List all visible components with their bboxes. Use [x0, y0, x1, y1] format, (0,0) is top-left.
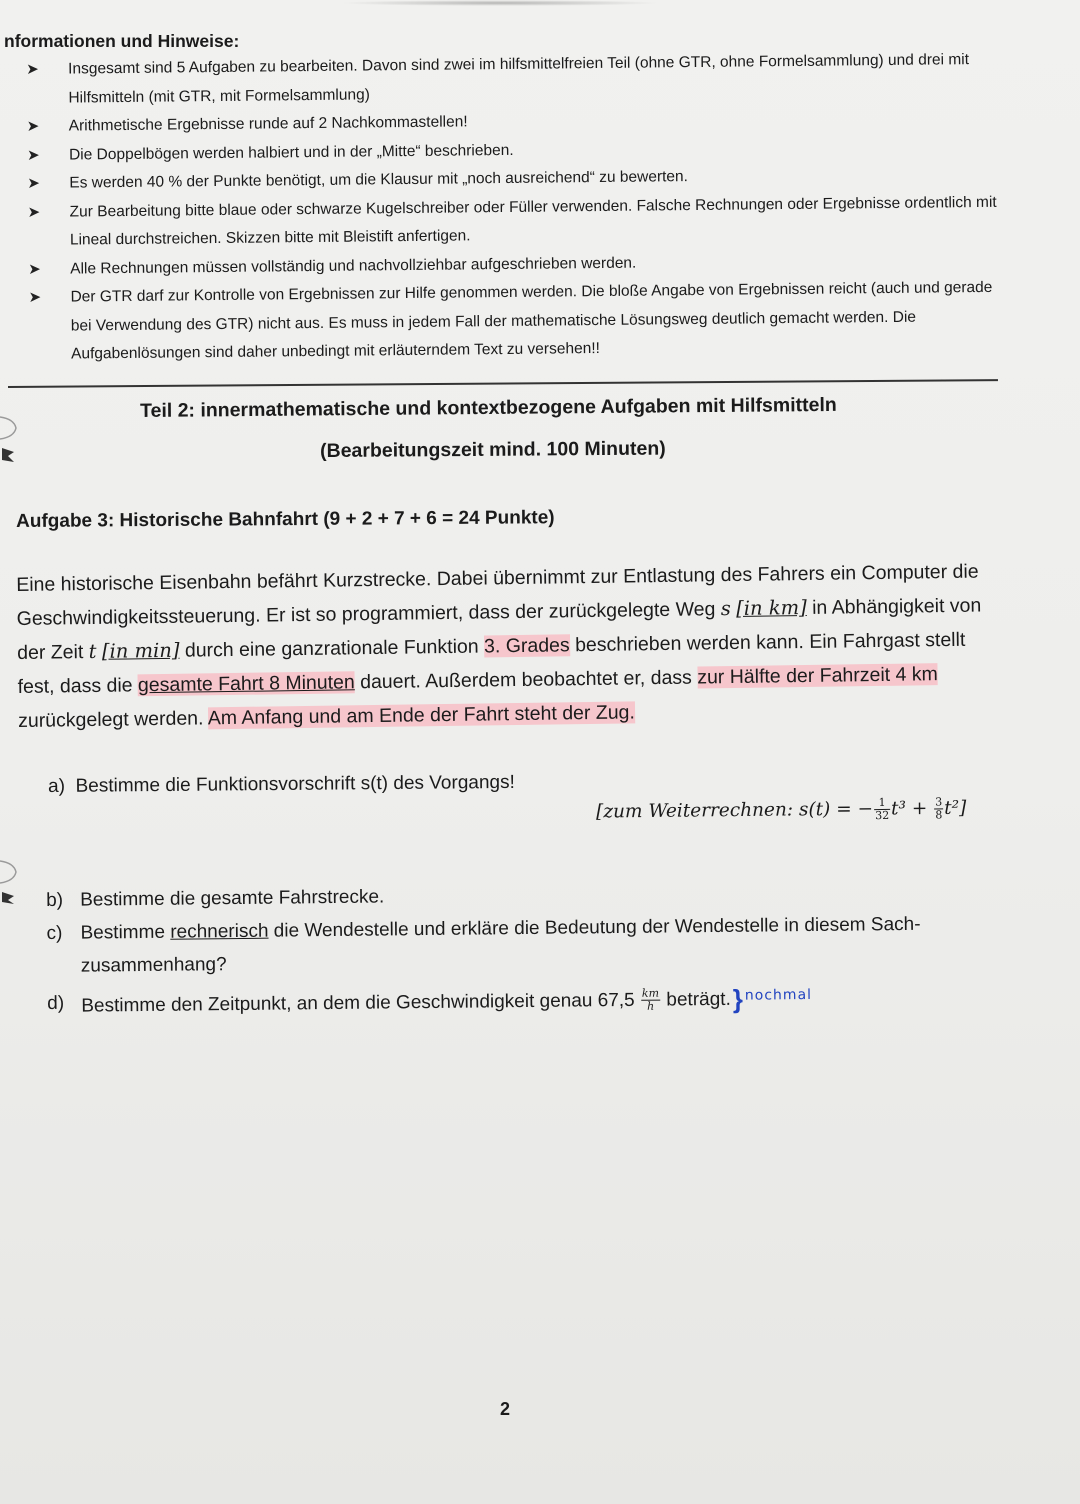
- info-bullet: ➤ Es werden 40 % der Punkte benötigt, um die Klausur mit „noch ausreichend“ zu bewerten.: [27, 160, 997, 199]
- hint-formula: [zum Weiterrechnen: s(t) = − $\frac{1}{32}$ t³ + $\frac{3}{8}$ t²]: [596, 795, 967, 823]
- punch-hole-icon: [0, 413, 18, 443]
- arrowhead-icon: ➤: [26, 146, 40, 164]
- handwritten-brace-icon: }: [732, 983, 744, 1014]
- arrowhead-icon: ➤: [26, 117, 40, 135]
- scan-artifact: [340, 0, 660, 6]
- fraction: $\frac{1}{32}$: [875, 795, 890, 823]
- part-title: Teil 2: innermathematische und kontextbezogene Aufgaben mit Hilfsmitteln: [140, 393, 837, 422]
- arrowhead-icon: ➤: [26, 60, 39, 78]
- subtask-c: c) Bestimme rechnerisch die Wendestelle und erkläre die Bedeutung der Wendestelle in diesem Sachzusammenhang?: [46, 913, 921, 977]
- task-heading: Aufgabe 3: Historische Bahnfahrt (9 + 2 + 7 + 6 = 24 Punkte): [16, 507, 555, 532]
- arrowhead-icon: ➤: [27, 203, 41, 221]
- subtask-b: b) Bestimme die gesamte Fahrstrecke.: [46, 886, 385, 911]
- info-bullet: ➤ Insgesamt sind 5 Aufgaben zu bearbeiten. Davon sind zwei im hilfsmittelfreien Teil (ohne GTR, ohne Formelsammlung) und drei mit Hilfsmitteln (mit GTR, mit Formelsammlung): [26, 51, 970, 107]
- subtask-a: a) Bestimme die Funktionsvorschrift s(t) des Vorgangs!: [48, 771, 515, 797]
- handwritten-note: nochmal: [744, 986, 813, 1004]
- arrowhead-icon: ➤: [28, 288, 42, 306]
- highlight: gesamte Fahrt 8 Minuten: [137, 671, 355, 697]
- section-divider: [8, 379, 998, 388]
- highlight: 3. Grades: [483, 634, 570, 658]
- page-number: 2: [500, 1399, 511, 1419]
- staple-mark-icon: [0, 442, 18, 472]
- punch-hole-icon: [0, 857, 18, 887]
- subtask-list: [46, 874, 1007, 1023]
- info-bullet: ➤ Der GTR darf zur Kontrolle von Ergebnissen zur Hilfe genommen werden. Die bloße Angabe von Ergebnissen reicht (auch und gerade bei Verwendung des GTR) nicht aus. Es muss in jedem Fall der mathematische Lösungsweg deutlich gemacht werden. Die Aufgabenlösungen sind daher unbedingt mit erläuterndem Text zu versehen!!: [28, 278, 993, 363]
- info-bullet: ➤ Alle Rechnungen müssen vollständig und nachvollziehbar aufgeschrieben werden.: [28, 245, 998, 284]
- info-bullet: ➤ Die Doppelbögen werden halbiert und in der „Mitte“ beschrieben.: [27, 131, 997, 170]
- part-time: (Bearbeitungszeit mind. 100 Minuten): [320, 437, 666, 462]
- subtask-d: d) Bestimme den Zeitpunkt, an dem die Geschwindigkeit genau 67,5 $\frac{km}{h}$ beträgt.} $^{nochmal}$: [47, 983, 813, 1017]
- info-bullet: ➤ Arithmetische Ergebnisse runde auf 2 Nachkommastellen!: [27, 103, 997, 142]
- info-bullet-list: [26, 46, 999, 370]
- arrowhead-icon: ➤: [28, 260, 41, 278]
- task-intro: Eine historische Eisenbahn befährt Kurzstrecke. Dabei übernimmt zur Entlastung des Fahrers ein Computer die Geschwindigkeitssteuerung. Er ist so programmiert, dass der zurückgelegte Weg s [in km] in Abhängigkeit von der Zeit t [in min] durch eine ganzrationale Funktion 3. Grades beschrieben werden kann. Ein Fahrgast stellt fest, dass die gesamte Fahrt 8 Minuten dauert. Außerdem beobachtet er, dass zur Hälfte der Fahrzeit 4 km zurückgelegt werden. Am Anfang und am Ende der Fahrt steht der Zug.: [16, 560, 982, 732]
- highlight: zur Hälfte der Fahrzeit 4 km: [697, 663, 938, 689]
- staple-mark-icon: [0, 884, 18, 914]
- info-heading: nformationen und Hinweise:: [4, 31, 240, 51]
- fraction: $\frac{3}{8}$: [935, 795, 943, 822]
- unit-fraction: $\frac{km}{h}$: [641, 987, 660, 1014]
- arrowhead-icon: ➤: [27, 174, 41, 192]
- highlight: Am Anfang und am Ende der Fahrt steht der Zug.: [207, 701, 636, 730]
- info-bullet: ➤ Zur Bearbeitung bitte blaue oder schwarze Kugelschreiber oder Füller verwenden. Falsche Rechnungen oder Ergebnisse ordentlich mit Lineal durchstreichen. Skizzen bitte mit Bleistift anfertigen.: [27, 193, 997, 249]
